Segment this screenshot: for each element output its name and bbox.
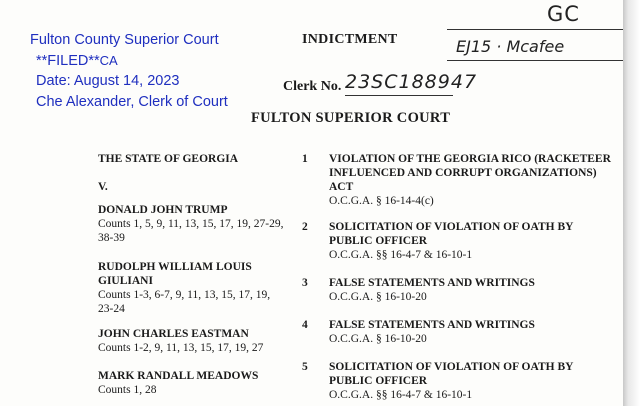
defendant-name: JOHN CHARLES EASTMAN [98,328,249,340]
defendant-block [98,260,288,316]
count-code: O.C.G.A. §§ 16-4-7 & 16-10-1 [329,249,473,261]
clerk-number-label: Clerk No. [283,79,342,94]
count-number: 1 [302,153,308,165]
defendant-counts: Counts 1, 28 [98,384,157,396]
clerk-number-line [345,95,453,96]
indictment-title: INDICTMENT [302,32,398,47]
defendant-counts: Counts 1-3, 6-7, 9, 11, 13, 15, 17, 19, 23-24 [98,289,271,315]
court-title: FULTON SUPERIOR COURT [251,110,451,126]
count-number: 5 [302,361,308,373]
count-title: SOLICITATION OF VIOLATION OF OATH BY PUBLIC OFFICER [329,361,573,387]
count-number: 3 [302,277,308,289]
count-title: VIOLATION OF THE GEORGIA RICO (RACKETEER INFLUENCED AND CORRUPT ORGANIZATIONS) ACT [329,153,611,193]
handwritten-judge-initials: EJ15 · Mcafee [456,37,565,56]
judge-line [447,60,623,61]
count-number: 2 [302,221,308,233]
count-code: O.C.G.A. § 16-14-4(c) [329,195,434,207]
count-number: 4 [302,319,308,331]
defendant-block [98,203,288,245]
stamp-clerk: Che Alexander, Clerk of Court [36,93,228,110]
defendant-block [98,369,288,397]
count-code: O.C.G.A. §§ 16-4-7 & 16-10-1 [329,389,473,401]
stamp-court: Fulton County Superior Court [30,32,219,48]
state-party: THE STATE OF GEORGIA [98,153,239,165]
filing-stamp [30,30,228,112]
clerk-number-value: 23SC188947 [345,71,478,93]
defendant-name: DONALD JOHN TRUMP [98,204,228,216]
stamp-filed-initials: CA [99,52,118,68]
count-code: O.C.G.A. § 16-10-20 [329,291,427,303]
count-title: SOLICITATION OF VIOLATION OF OATH BY PUBLIC OFFICER [329,221,573,247]
count-title: FALSE STATEMENTS AND WRITINGS [329,319,535,331]
defendant-block [98,327,288,355]
defendant-counts: Counts 1-2, 9, 11, 13, 15, 17, 19, 27 [98,342,264,354]
handwritten-initials-top: GC [547,2,580,26]
versus-label: V. [98,181,108,193]
count-code: O.C.G.A. § 16-10-20 [329,333,427,345]
defendant-name: RUDOLPH WILLIAM LOUIS GIULIANI [98,261,252,287]
defendant-counts: Counts 1, 5, 9, 11, 13, 15, 17, 19, 27-29, 38-39 [98,218,284,244]
defendant-name: MARK RANDALL MEADOWS [98,370,259,382]
stamp-filed: **FILED**CA [36,52,118,69]
count-title: FALSE STATEMENTS AND WRITINGS [329,277,535,289]
stamp-date: Date: August 14, 2023 [36,73,180,89]
header-rule-right [447,29,623,30]
page-edge-shadow [623,0,640,406]
